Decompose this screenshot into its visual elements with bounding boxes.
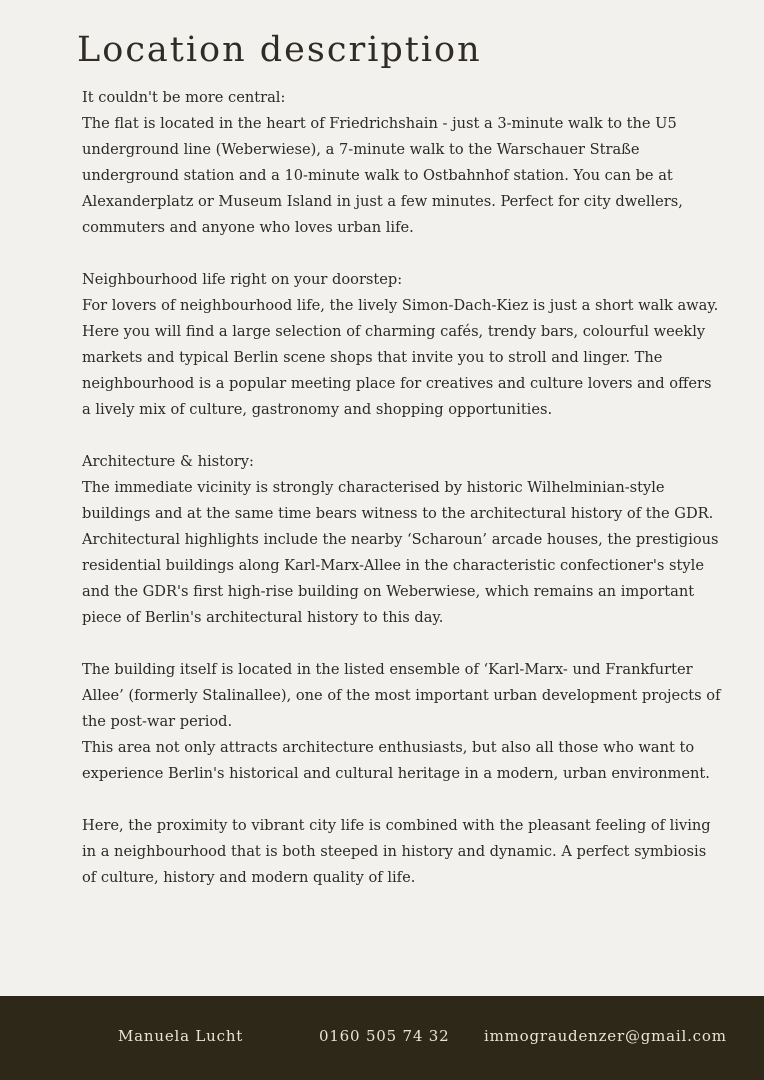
contact-footer (0, 996, 764, 1080)
section-heading: It couldn't be more central: (82, 89, 286, 106)
section-paragraph: Architectural highlights include the nearby ‘Scharoun’ arcade houses, the prestigious residential buildings along Karl-Marx-Allee in the characteristic confectioner's style and the GDR's first high-rise building on Weberwiese, which remains an important piece of Berlin's architectural history to this day. (82, 531, 719, 626)
section-heading: Architecture & history: (82, 453, 254, 470)
section-paragraph: For lovers of neighbourhood life, the lively Simon-Dach-Kiez is just a short walk away. Here you will find a large selection of charming cafés, trendy bars, colourful weekly markets and typical Berlin scene shops that invite you to stroll and linger. The neighbourhood is a popular meeting place for creatives and culture lovers and offers a lively mix of culture, gastronomy and shopping opportunities. (82, 297, 719, 418)
section-summary (82, 813, 722, 891)
paragraph-spacer (82, 631, 722, 657)
section-heading: Neighbourhood life right on your doorstep: (82, 271, 403, 288)
section-paragraph: The immediate vicinity is strongly characterised by historic Wilhelminian-style buildings and at the same time bears witness to the architectural history of the GDR. (82, 479, 714, 522)
paragraph-spacer (82, 423, 722, 449)
section-paragraph: This area not only attracts architecture enthusiasts, but also all those who want to experience Berlin's historical and cultural heritage in a modern, urban environment. (82, 739, 710, 782)
section-paragraph: The building itself is located in the listed ensemble of ‘Karl-Marx- und Frankfurter Allee’ (formerly Stalinallee), one of the most important urban development projects of the post-war period. (82, 661, 721, 730)
section-paragraph: The flat is located in the heart of Friedrichshain - just a 3-minute walk to the U5 underground line (Weberwiese), a 7-minute walk to the Warschauer Straße underground station and a 10-minute walk to Ostbahnhof station. You can be at Alexanderplatz or Museum Island in just a few minutes. Perfect for city dwellers, commuters and anyone who loves urban life. (82, 115, 683, 236)
section-architecture-history (82, 449, 722, 631)
page-title: Location description (77, 30, 482, 70)
contact-phone[interactable]: 0160 505 74 32 (319, 1027, 450, 1045)
paragraph-spacer (82, 241, 722, 267)
section-listed-ensemble (82, 657, 722, 787)
section-central-location (82, 85, 722, 241)
section-paragraph: Here, the proximity to vibrant city life is combined with the pleasant feeling of living in a neighbourhood that is both steeped in history and dynamic. A perfect symbiosis of culture, history and modern quality of life. (82, 817, 711, 886)
contact-email[interactable]: immograudenzer@gmail.com (484, 1027, 727, 1045)
section-neighbourhood-life (82, 267, 722, 423)
paragraph-spacer (82, 787, 722, 813)
location-description-body (82, 85, 722, 891)
contact-name: Manuela Lucht (118, 1027, 244, 1045)
